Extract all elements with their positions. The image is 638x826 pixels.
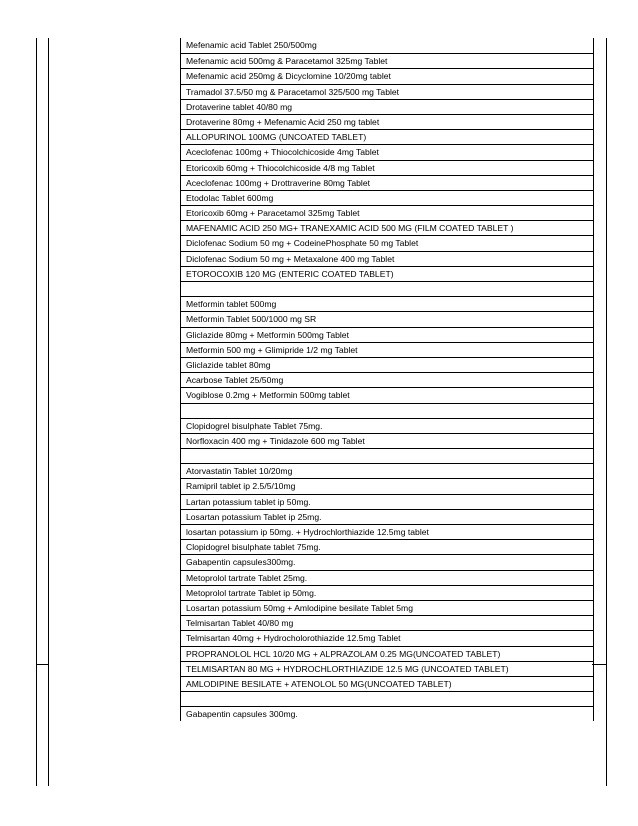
table-row: AMLODIPINE BESILATE + ATENOLOL 50 MG(UNCOATED TABLET)	[181, 676, 593, 691]
medicine-list-table	[180, 38, 594, 721]
table-row: Atorvastatin Tablet 10/20mg	[181, 463, 593, 478]
table-row: Losartan potassium Tablet ip 25mg.	[181, 509, 593, 524]
table-row: Mefenamic acid 500mg & Paracetamol 325mg Tablet	[181, 53, 593, 68]
table-row: Losartan potassium 50mg + Amlodipine besilate Tablet 5mg	[181, 600, 593, 615]
table-row: Metformin Tablet 500/1000 mg SR	[181, 311, 593, 326]
blank-row	[181, 448, 593, 463]
table-row: Mefenamic acid 250mg & Dicyclomine 10/20mg tablet	[181, 68, 593, 83]
table-row: Lartan potassium tablet ip 50mg.	[181, 494, 593, 509]
table-row: ETOROCOXIB 120 MG (ENTERIC COATED TABLET)	[181, 266, 593, 281]
table-row: Ramipril tablet ip 2.5/5/10mg	[181, 478, 593, 493]
table-row: Gabapentin capsules300mg.	[181, 554, 593, 569]
blank-row	[181, 281, 593, 296]
table-row: Etodolac Tablet 600mg	[181, 190, 593, 205]
table-row: MAFENAMIC ACID 250 MG+ TRANEXAMIC ACID 500 MG (FILM COATED TABLET )	[181, 220, 593, 235]
table-row: Mefenamic acid Tablet 250/500mg	[186, 40, 317, 50]
right-row-divider	[592, 664, 606, 665]
table-row: Norfloxacin 400 mg + Tinidazole 600 mg Tablet	[181, 433, 593, 448]
table-row: Clopidogrel bisulphate Tablet 75mg.	[181, 418, 593, 433]
table-row: Clopidogrel bisulphate tablet 75mg.	[181, 539, 593, 554]
table-row: PROPRANOLOL HCL 10/20 MG + ALPRAZOLAM 0.25 MG(UNCOATED TABLET)	[181, 646, 593, 661]
table-row: Etoricoxib 60mg + Paracetamol 325mg Tablet	[181, 205, 593, 220]
table-row: Diclofenac Sodium 50 mg + CodeinePhosphate 50 mg Tablet	[181, 235, 593, 250]
table-row: Telmisartan 40mg + Hydrocholorothiazide 12.5mg Tablet	[181, 630, 593, 645]
table-row: Drotaverine tablet 40/80 mg	[181, 99, 593, 114]
table-row: Gliclazide 80mg + Metformin 500mg Tablet	[181, 327, 593, 342]
right-border-line	[606, 38, 607, 786]
table-row: TELMISARTAN 80 MG + HYDROCHLORTHIAZIDE 12.5 MG (UNCOATED TABLET)	[181, 661, 593, 676]
table-row: Drotaverine 80mg + Mefenamic Acid 250 mg tablet	[181, 114, 593, 129]
table-row: Aceclofenac 100mg + Thiocolchicoside 4mg Tablet	[181, 144, 593, 159]
table-row: Metoprolol tartrate Tablet ip 50mg.	[181, 585, 593, 600]
left-border-line-2	[48, 38, 49, 786]
table-row: Gliclazide tablet 80mg	[181, 357, 593, 372]
table-row: Metformin tablet 500mg	[181, 296, 593, 311]
blank-row	[181, 691, 593, 706]
left-row-divider	[36, 664, 48, 665]
left-border-line-1	[36, 38, 37, 786]
table-row: Gabapentin capsules 300mg.	[181, 706, 593, 721]
table-row: Metoprolol tartrate Tablet 25mg.	[181, 570, 593, 585]
blank-row	[181, 403, 593, 418]
table-row: ALLOPURINOL 100MG (UNCOATED TABLET)	[181, 129, 593, 144]
table-row: Etoricoxib 60mg + Thiocolchicoside 4/8 mg Tablet	[181, 160, 593, 175]
table-row: Vogiblose 0.2mg + Metformin 500mg tablet	[181, 387, 593, 402]
table-row: Telmisartan Tablet 40/80 mg	[181, 615, 593, 630]
table-row: Aceclofenac 100mg + Drottraverine 80mg Tablet	[181, 175, 593, 190]
table-row: losartan potassium ip 50mg. + Hydrochlorthiazide 12.5mg tablet	[181, 524, 593, 539]
table-row: Metformin 500 mg + Glimipride 1/2 mg Tablet	[181, 342, 593, 357]
table-row: Tramadol 37.5/50 mg & Paracetamol 325/500 mg Tablet	[181, 84, 593, 99]
table-row: Acarbose Tablet 25/50mg	[181, 372, 593, 387]
table-row: Diclofenac Sodium 50 mg + Metaxalone 400 mg Tablet	[181, 251, 593, 266]
